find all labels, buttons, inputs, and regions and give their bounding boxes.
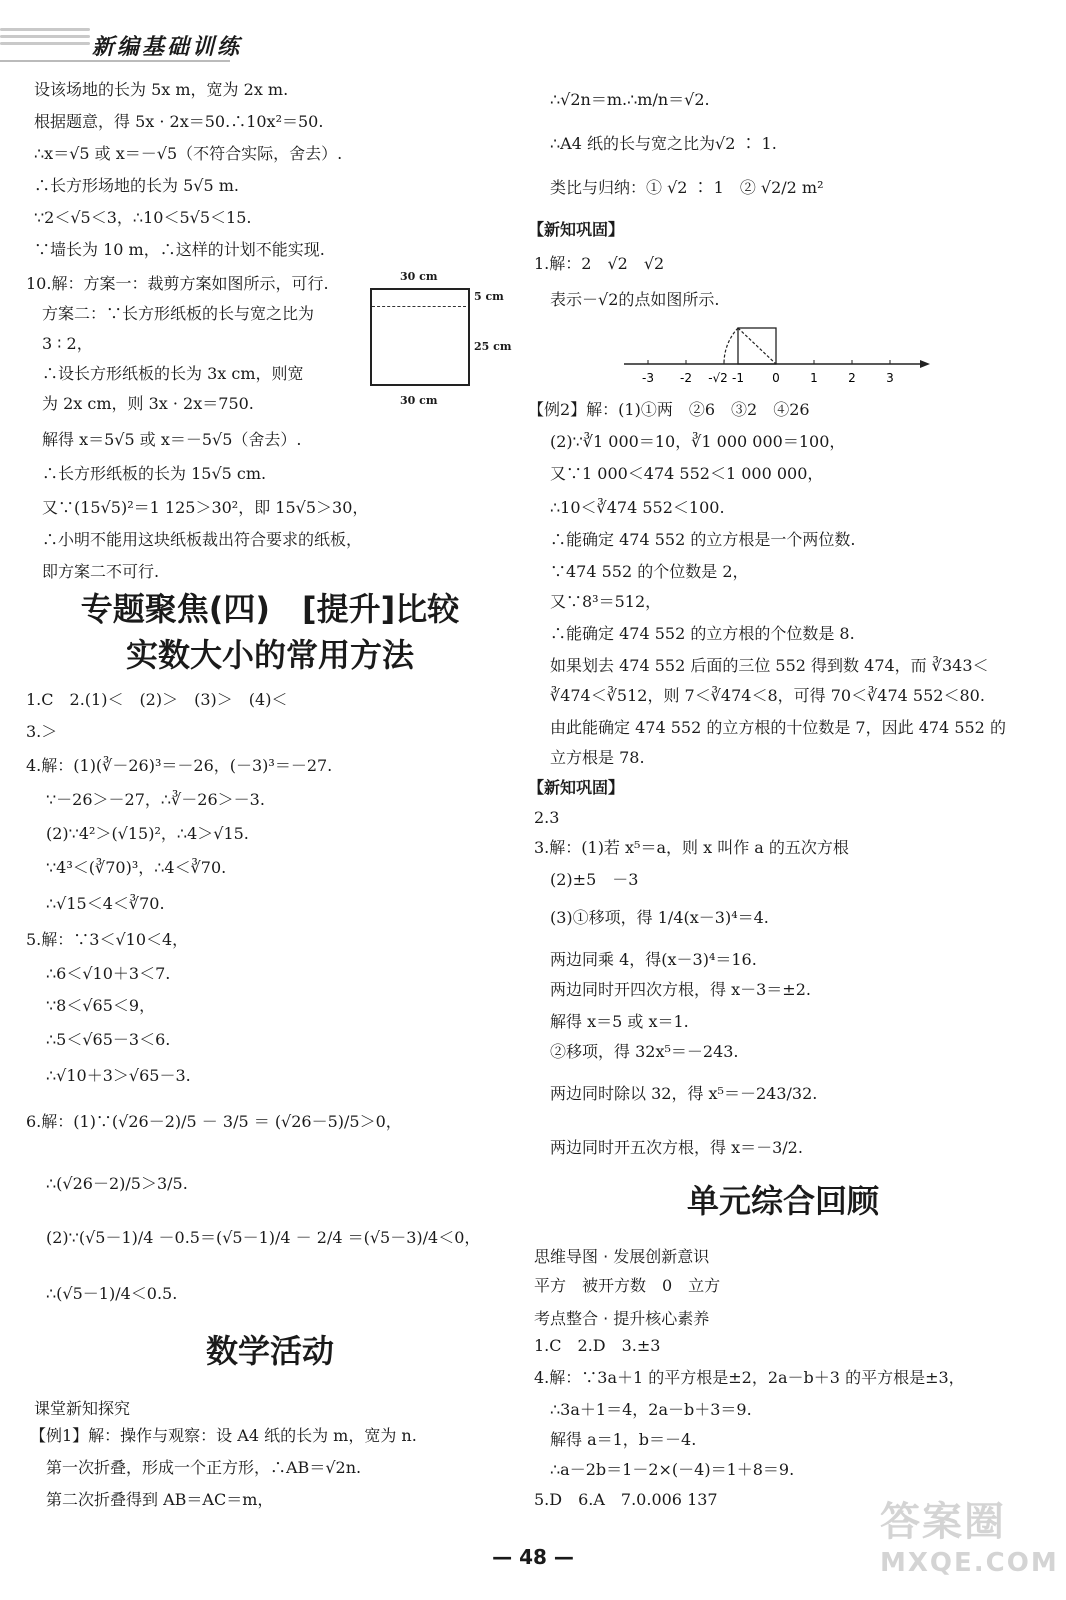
text-line: ∴√15＜4＜∛70.	[46, 894, 165, 913]
axis-tick-label: -1	[732, 371, 744, 385]
text-line: 解得 x＝5 或 x＝1.	[550, 1012, 689, 1031]
text-line: ∴a－2b＝1－2×(－4)＝1＋8＝9.	[550, 1460, 795, 1479]
text-line: ∴10＜∛474 552＜100.	[550, 498, 725, 517]
text-line: 即方案二不可行.	[42, 562, 160, 581]
text-line: 由此能确定 474 552 的立方根的十位数是 7，因此 474 552 的	[550, 718, 1006, 737]
text-line: 1.解：2 √2 √2	[534, 254, 665, 273]
text-line: (2)∵(√5－1)/4 －0.5＝(√5－1)/4 － 2/4 ＝(√5－3)/4＜0，	[46, 1228, 481, 1247]
axis-tick-label: 2	[848, 371, 856, 385]
text-line: ②移项，得 32x⁵＝－243.	[550, 1042, 739, 1061]
axis-tick-label: 1	[810, 371, 818, 385]
text-line: ∴能确定 474 552 的立方根的个位数是 8.	[550, 624, 855, 643]
header-title: 新编基础训练	[92, 34, 243, 60]
text-line: 10.解：方案一：裁剪方案如图所示，可行.	[26, 274, 329, 293]
text-line: ∴长方形纸板的长为 15√5 cm.	[42, 464, 267, 483]
section-heading: 实数大小的常用方法	[125, 636, 414, 674]
text-line: 【例1】解：操作与观察：设 A4 纸的长为 m，宽为 n.	[30, 1426, 417, 1445]
text-line: ∵2＜√5＜3，∴10＜5√5＜15.	[34, 208, 252, 227]
page-header	[0, 0, 1066, 70]
text-line: (2)±5 －3	[550, 870, 639, 889]
axis-tick-label: -3	[642, 371, 654, 385]
compass-arc	[724, 328, 738, 364]
text-line: ∴(√26－2)/5＞3/5.	[46, 1174, 188, 1193]
section-tag: 【新知巩固】	[528, 220, 625, 239]
text-line: 为 2x cm，则 3x · 2x＝750.	[42, 394, 254, 413]
text-line: 又∵(15√5)²＝1 125＞30²，即 15√5＞30，	[42, 498, 369, 517]
page-number: — 48 —	[492, 1545, 574, 1569]
text-line: 平方 被开方数 0 立方	[534, 1276, 721, 1295]
text-line: 根据题意，得 5x · 2x＝50.∴10x²＝50.	[34, 112, 324, 131]
text-line: ∴能确定 474 552 的立方根是一个两位数.	[550, 530, 856, 549]
paper-rectangle	[370, 288, 470, 386]
text-line: ∛474＜∛512，则 7＜∛474＜8，可得 70＜∛474 552＜80.	[550, 686, 985, 705]
text-line: ∵4³＜(∛70)³，∴4＜∛70.	[46, 858, 227, 877]
text-line: 第二次折叠得到 AB＝AC＝m，	[46, 1490, 274, 1509]
text-line: 1.C 2.D 3.±3	[534, 1336, 661, 1355]
watermark-text: 答案圈	[880, 1499, 1006, 1545]
text-line: 又∵1 000＜474 552＜1 000 000，	[550, 464, 824, 483]
figure-top-label: 30 cm	[400, 270, 438, 283]
text-line: 6.解：(1)∵(√26－2)/5 － 3/5 ＝ (√26－5)/5＞0，	[26, 1112, 402, 1131]
text-line: 表示－√2的点如图所示.	[550, 290, 720, 309]
text-line: (2)∵4²＞(√15)²，∴4＞√15.	[46, 824, 249, 843]
axis-arrow-icon	[920, 360, 930, 368]
text-line: 4.解：(1)(∛－26)³＝－26，(－3)³＝－27.	[26, 756, 333, 775]
text-line: ∴x＝√5 或 x＝－√5（不符合实际，舍去）.	[34, 144, 343, 163]
figure-side-large: 25 cm	[474, 340, 512, 353]
text-line: 方案二：∵长方形纸板的长与宽之比为	[42, 304, 315, 323]
text-line: ∵8＜√65＜9，	[46, 996, 156, 1015]
text-line: ∴设长方形纸板的长为 3x cm，则宽	[42, 364, 304, 383]
axis-tick-label: 3	[886, 371, 894, 385]
figure-side-small: 5 cm	[474, 290, 504, 303]
watermark-text: MXQE.COM	[880, 1548, 1059, 1578]
header-rule	[0, 60, 230, 62]
text-line: ∴√2n＝m.∴m/n＝√2.	[550, 90, 710, 109]
text-line: 3 ∶ 2，	[42, 334, 93, 353]
text-line: ∴6＜√10＋3＜7.	[46, 964, 171, 983]
section-heading: 专题聚焦(四) [提升]比较	[80, 590, 460, 628]
text-line: 5.D 6.A 7.0.006 137	[534, 1490, 718, 1509]
text-line: 设该场地的长为 5x m，宽为 2x m.	[34, 80, 289, 99]
axis-tick-label: -√2	[708, 371, 728, 385]
text-line: ∵474 552 的个位数是 2，	[550, 562, 749, 581]
text-line: 两边同时除以 32，得 x⁵＝－243/32.	[550, 1084, 818, 1103]
text-line: ∴小明不能用这块纸板裁出符合要求的纸板，	[42, 530, 363, 549]
diagonal	[738, 328, 776, 364]
watermark	[870, 1480, 1059, 1590]
section-heading: 数学活动	[205, 1332, 334, 1370]
text-line: ∵－26＞－27，∴∛－26＞－3.	[46, 790, 265, 809]
subsection-label: 课堂新知探究	[34, 1399, 131, 1418]
text-line: 3.解：(1)若 x⁵＝a，则 x 叫作 a 的五次方根	[534, 838, 849, 857]
axis-tick-label: 0	[772, 371, 780, 385]
text-line: 两边同时开五次方根，得 x＝－3/2.	[550, 1138, 803, 1157]
text-line: (3)①移项，得 1/4(x－3)⁴＝4.	[550, 908, 769, 927]
text-line: 2.3	[534, 808, 560, 827]
axis-tick-label: -2	[680, 371, 692, 385]
text-line: 解得 a＝1，b＝－4.	[550, 1430, 697, 1449]
section-heading: 单元综合回顾	[686, 1182, 879, 1220]
text-line: 两边同乘 4，得(x－3)⁴＝16.	[550, 950, 757, 969]
subsection-label: 思维导图 · 发展创新意识	[534, 1247, 710, 1266]
text-line: 3.＞	[26, 722, 58, 741]
figure-bottom-label: 30 cm	[400, 394, 438, 407]
cut-line	[372, 306, 466, 307]
text-line: 立方根是 78.	[550, 748, 645, 767]
subsection-label: 考点整合 · 提升核心素养	[534, 1309, 710, 1328]
header-decoration	[0, 28, 90, 58]
text-line: (2)∵∛1 000＝10，∛1 000 000＝100，	[550, 432, 846, 451]
text-line: ∴3a＋1＝4，2a－b＋3＝9.	[550, 1400, 752, 1419]
number-line-figure	[618, 318, 938, 390]
text-line: ∴长方形场地的长为 5√5 m.	[34, 176, 239, 195]
text-line: 解得 x＝5√5 或 x＝－5√5（舍去）.	[42, 430, 302, 449]
text-line: 第一次折叠，形成一个正方形，∴AB＝√2n.	[46, 1458, 362, 1477]
section-tag: 【新知巩固】	[528, 778, 625, 797]
text-line: 5.解：∵3＜√10＜4，	[26, 930, 189, 949]
text-line: 类比与归纳：① √2 ∶ 1 ② √2/2 m²	[550, 178, 824, 197]
text-line: 1.C 2.(1)＜ (2)＞ (3)＞ (4)＜	[26, 690, 288, 709]
text-line: 4.解：∵3a＋1 的平方根是±2，2a－b＋3 的平方根是±3，	[534, 1368, 965, 1387]
text-line: ∴5＜√65－3＜6.	[46, 1030, 171, 1049]
text-line: 又∵8³＝512，	[550, 592, 662, 611]
text-line: 如果划去 474 552 后面的三位 552 得到数 474，而 ∛343＜	[550, 656, 989, 675]
text-line: 【例2】解：(1)①两 ②6 ③2 ④26	[528, 400, 810, 419]
text-line: 两边同时开四次方根，得 x－3＝±2.	[550, 980, 811, 999]
text-line: ∴A4 纸的长与宽之比为√2 ∶ 1.	[550, 134, 777, 153]
text-line: ∴(√5－1)/4＜0.5.	[46, 1284, 178, 1303]
text-line: ∵墙长为 10 m，∴这样的计划不能实现.	[34, 240, 325, 259]
text-line: ∴√10＋3＞√65－3.	[46, 1066, 191, 1085]
